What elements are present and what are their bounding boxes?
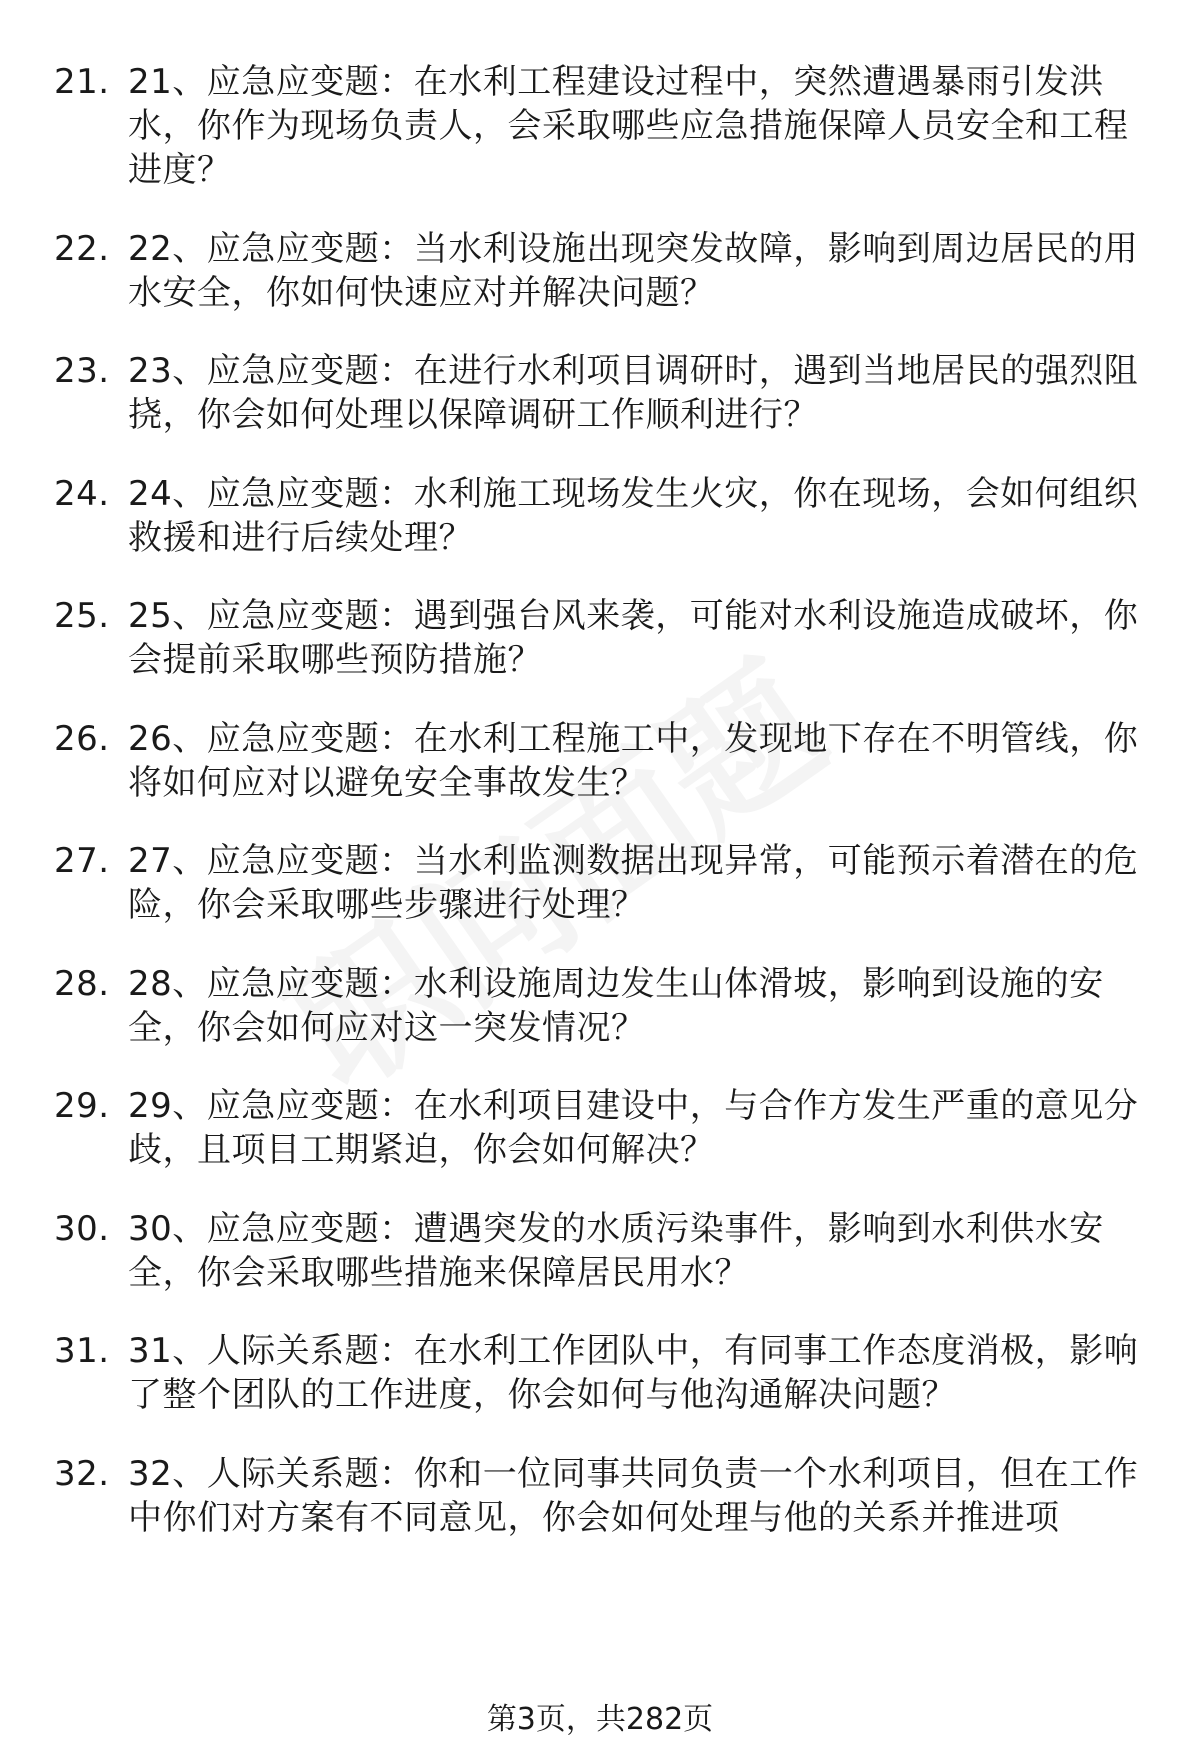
question-number: 29. xyxy=(54,1086,110,1126)
question-text: 21、应急应变题：在水利工程建设过程中，突然遭遇暴雨引发洪水，你作为现场负责人，会采取哪些应急措施保障人员安全和工程进度？ xyxy=(128,62,1129,190)
question-number: 32. xyxy=(54,1453,110,1494)
question-text: 29、应急应变题：在水利项目建设中，与合作方发生严重的意见分歧，且项目工期紧迫，你会如何解决？ xyxy=(128,1086,1139,1170)
question-item-23 xyxy=(54,349,1154,437)
question-item-22 xyxy=(54,227,1154,315)
question-number: 23. xyxy=(54,351,110,391)
question-text: 25、应急应变题：遇到强台风来袭，可能对水利设施造成破坏，你会提前采取哪些预防措施？ xyxy=(128,596,1139,680)
question-text: 27、应急应变题：当水利监测数据出现异常，可能预示着潜在的危险，你会采取哪些步骤进行处理？ xyxy=(128,841,1139,925)
question-text: 26、应急应变题：在水利工程施工中，发现地下存在不明管线，你将如何应对以避免安全事故发生？ xyxy=(128,718,1139,803)
question-text: 28、应急应变题：水利设施周边发生山体滑坡，影响到设施的安全，你会如何应对这一突发情况？ xyxy=(128,963,1104,1048)
question-item-31 xyxy=(54,1329,1154,1417)
question-number: 30. xyxy=(54,1208,110,1249)
question-item-25 xyxy=(54,594,1154,682)
question-number: 21. xyxy=(54,62,110,102)
question-number: 25. xyxy=(54,596,110,636)
page-footer: 第3页，共282页 xyxy=(486,1702,714,1737)
question-text: 31、人际关系题：在水利工作团队中，有同事工作态度消极，影响了整个团队的工作进度，你会如何与他沟通解决问题？ xyxy=(128,1331,1139,1415)
question-number: 27. xyxy=(54,841,110,881)
question-text: 24、应急应变题：水利施工现场发生火灾，你在现场，会如何组织救援和进行后续处理？ xyxy=(128,473,1139,558)
question-text: 30、应急应变题：遭遇突发的水质污染事件，影响到水利供水安全，你会采取哪些措施来保障居民用水？ xyxy=(128,1208,1104,1293)
question-number: 24. xyxy=(54,473,110,514)
question-number: 22. xyxy=(54,228,110,269)
question-item-29 xyxy=(54,1084,1154,1172)
question-item-30 xyxy=(54,1207,1154,1295)
question-text: 22、应急应变题：当水利设施出现突发故障，影响到周边居民的用水安全，你如何快速应对并解决问题？ xyxy=(128,228,1139,313)
question-text: 32、人际关系题：你和一位同事共同负责一个水利项目，但在工作中你们对方案有不同意见，你会如何处理与他的关系并推进项 xyxy=(128,1453,1139,1538)
question-item-24 xyxy=(54,472,1154,560)
question-item-28 xyxy=(54,962,1154,1050)
question-text: 23、应急应变题：在进行水利项目调研时，遇到当地居民的强烈阻挠，你会如何处理以保障调研工作顺利进行？ xyxy=(128,351,1139,435)
question-list xyxy=(54,60,1154,1574)
question-item-21 xyxy=(54,60,1154,192)
question-item-26 xyxy=(54,717,1154,805)
question-number: 31. xyxy=(54,1331,110,1371)
question-number: 28. xyxy=(54,963,110,1004)
question-item-32 xyxy=(54,1452,1154,1540)
question-number: 26. xyxy=(54,718,110,759)
question-item-27 xyxy=(54,839,1154,927)
